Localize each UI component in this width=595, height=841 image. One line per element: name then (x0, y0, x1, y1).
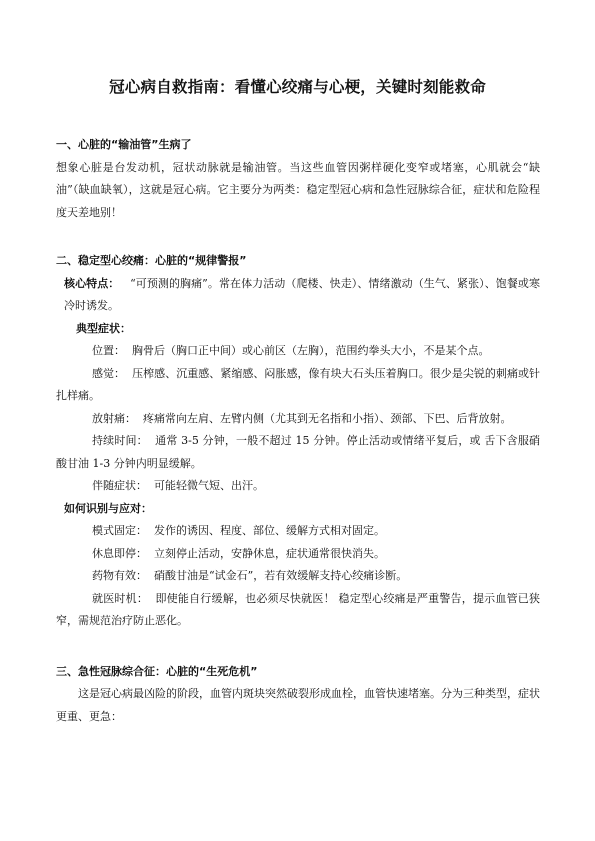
radiate-text: 疼痛常向左肩、左臂内侧（尤其到无名指和小指）、颈部、下巴、后背放射。 (143, 411, 512, 425)
position-text: 胸骨后（胸口正中间）或心前区（左胸），范围约拳头大小，不是某个点。 (132, 344, 490, 357)
identify-drug (56, 565, 540, 588)
symptom-radiate (56, 408, 540, 431)
radiate-label: 放射痛： (92, 411, 136, 425)
drug-text: 硝酸甘油是“试金石”，若有效缓解支持心绞痛诊断。 (154, 569, 408, 582)
duration-label: 持续时间： (92, 434, 148, 447)
feel-text: 压榨感、沉重感、紧缩感、闷胀感，像有块大石头压着胸口。很少是尖锐的刺痛或针扎样痛。 (56, 366, 541, 402)
core-feature-paragraph (56, 273, 540, 318)
section-3-heading: 三、急性冠脉综合征：心脏的“生死危机” (56, 664, 258, 678)
core-feature-label: 核心特点： (64, 276, 120, 290)
rest-text: 立刻停止活动，安静休息，症状通常很快消失。 (154, 546, 385, 560)
feel-label: 感觉： (92, 366, 126, 380)
core-feature-text: “可预测的胸痛”。常在体力活动（爬楼、快走）、情绪激动（生气、紧张）、饱餐或寒冷时诱发。 (64, 276, 540, 312)
identify-pattern (56, 520, 540, 543)
identify-visit (56, 588, 540, 633)
symptom-duration (56, 430, 540, 475)
section-1-paragraph: 想象心脏是台发动机，冠状动脉就是输油管。当这些血管因粥样硬化变窄或堵塞，心肌就会“缺油”（缺血缺氧），这就是冠心病。它主要分为两类：稳定型冠心病和急性冠脉综合征，症状和危险程度天差地别！ (56, 160, 540, 219)
drug-label: 药物有效： (92, 569, 147, 582)
symptom-feel (56, 363, 540, 408)
rest-label: 休息即停： (92, 546, 147, 560)
pattern-text: 发作的诱因、程度、部位、缓解方式相对固定。 (154, 524, 385, 537)
duration-text: 通常 3-5 分钟，一般不超过 15 分钟。停止活动或情绪平复后，或 舌下含服硝酸甘油 1-3 分钟内明显缓解。 (56, 434, 540, 470)
document-body (56, 134, 540, 728)
section-1-heading: 一、心脏的“输油管”生病了 (56, 138, 192, 151)
visit-label: 就医时机： (92, 591, 149, 605)
position-label: 位置： (92, 344, 125, 357)
pattern-label: 模式固定： (92, 524, 147, 537)
symptoms-heading: 典型症状： (76, 321, 131, 335)
visit-text: 即使能自行缓解，也必须尽快就医！ 稳定型心绞痛是严重警告，提示血管已狭窄，需规范治疗防止恶化。 (56, 591, 541, 627)
section-2-heading: 二、稳定型心绞痛：心脏的“规律警报” (56, 254, 247, 267)
page-title: 冠心病自救指南：看懂心绞痛与心梗，关键时刻能救命 (109, 78, 486, 96)
identify-rest (56, 543, 540, 566)
symptom-position (56, 340, 540, 363)
section-3-paragraph: 这是冠心病最凶险的阶段，血管内斑块突然破裂形成血栓，血管快速堵塞。分为三种类型，症状更重、更急： (56, 687, 540, 723)
accompany-text: 可能轻微气短、出汗。 (154, 479, 264, 492)
symptom-accompany (56, 475, 540, 498)
identify-heading: 如何识别与应对： (64, 501, 152, 515)
accompany-label: 伴随症状： (92, 479, 147, 492)
